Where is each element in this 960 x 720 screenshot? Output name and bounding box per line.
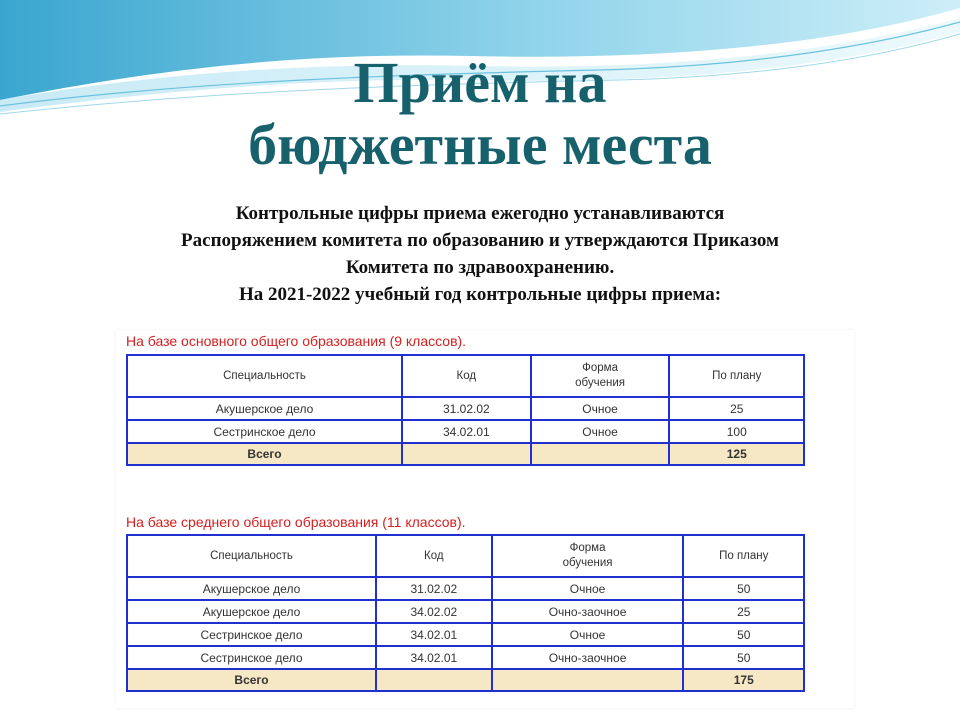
table1-caption: На базе основного общего образования (9 классов). <box>126 333 467 349</box>
cell-plan: 50 <box>683 646 804 669</box>
cell-code: 34.02.01 <box>376 646 492 669</box>
table-row <box>127 577 804 600</box>
cell-plan: 50 <box>683 577 804 600</box>
cell-form: Очное <box>531 397 670 420</box>
table-row <box>127 623 804 646</box>
table1-header-plan: По плану <box>669 355 804 397</box>
cell-code: 34.02.01 <box>376 623 492 646</box>
cell-code: 34.02.01 <box>402 420 531 443</box>
total-value: 125 <box>669 443 804 465</box>
cell-plan: 50 <box>683 623 804 646</box>
table2 <box>126 534 805 692</box>
total-label: Всего <box>127 443 402 465</box>
table2-header-plan: По плану <box>683 535 804 577</box>
cell-form: Очно-заочное <box>492 600 684 623</box>
table-row <box>127 397 804 420</box>
page-title <box>0 52 960 176</box>
table1 <box>126 354 805 466</box>
title-line-2: бюджетные места <box>248 112 712 177</box>
total-empty-code <box>402 443 531 465</box>
table1-header-row <box>127 355 804 397</box>
cell-specialty: Акушерское дело <box>127 397 402 420</box>
cell-form: Очное <box>492 623 684 646</box>
table-row <box>127 646 804 669</box>
cell-specialty: Акушерское дело <box>127 600 376 623</box>
cell-specialty: Акушерское дело <box>127 577 376 600</box>
cell-specialty: Сестринское дело <box>127 420 402 443</box>
table-row <box>127 600 804 623</box>
cell-code: 31.02.02 <box>376 577 492 600</box>
total-label: Всего <box>127 669 376 691</box>
cell-code: 31.02.02 <box>402 397 531 420</box>
total-value: 175 <box>683 669 804 691</box>
table2-total-row <box>127 669 804 691</box>
total-empty-form <box>531 443 670 465</box>
cell-code: 34.02.02 <box>376 600 492 623</box>
intro-line-3: Комитета по здравоохранению. <box>345 257 615 278</box>
table2-header-form: Форма обучения <box>492 535 684 577</box>
table1-header-form: Форма обучения <box>531 355 670 397</box>
title-line-1: Приём на <box>353 50 607 115</box>
cell-plan: 25 <box>669 397 804 420</box>
table2-header-specialty: Специальность <box>127 535 376 577</box>
table1-header-specialty: Специальность <box>127 355 402 397</box>
intro-line-1: Контрольные цифры приема ежегодно устанавливаются <box>235 203 725 224</box>
cell-form: Очное <box>531 420 670 443</box>
total-empty-code <box>376 669 492 691</box>
table1-total-row <box>127 443 804 465</box>
total-empty-form <box>492 669 684 691</box>
cell-form: Очное <box>492 577 684 600</box>
intro-line-4: На 2021-2022 учебный год контрольные цифры приема: <box>238 284 722 305</box>
intro-text <box>60 200 900 308</box>
table2-caption: На базе среднего общего образования (11 классов). <box>126 514 466 530</box>
table-row <box>127 420 804 443</box>
table2-header-code: Код <box>376 535 492 577</box>
cell-form: Очно-заочное <box>492 646 684 669</box>
cell-plan: 100 <box>669 420 804 443</box>
cell-specialty: Сестринское дело <box>127 623 376 646</box>
table1-header-code: Код <box>402 355 531 397</box>
intro-line-2: Распоряжением комитета по образованию и утверждаются Приказом <box>181 230 779 251</box>
table2-header-row <box>127 535 804 577</box>
cell-specialty: Сестринское дело <box>127 646 376 669</box>
cell-plan: 25 <box>683 600 804 623</box>
